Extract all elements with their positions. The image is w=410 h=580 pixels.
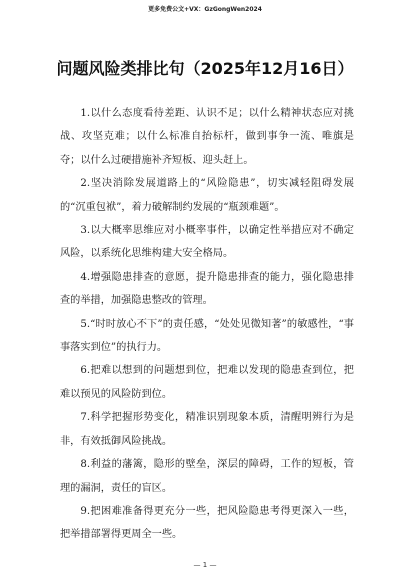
paragraph-6: 6.把难以想到的问题想到位，把难以发现的隐患查到位，把难以预见的风险防到位。 bbox=[60, 365, 354, 400]
document-title: 问题风险类排比句（2025年12月16日） bbox=[56, 59, 354, 78]
document-body bbox=[60, 102, 354, 547]
paragraph-5: 5.“时时放心不下”的责任感，“处处见微知著”的敏感性，“事事落实到位”的执行力。 bbox=[60, 318, 354, 354]
paragraph-3: 3.以大概率思维应对小概率事件，以确定性举措应对不确定风险，以系统化思维构建大安全格局。 bbox=[60, 225, 354, 260]
paragraph-9: 9.把困难准备得更充分一些，把风险隐患考得更深入一些，把举措部署得更周全一些。 bbox=[60, 505, 354, 541]
paragraph-8: 8.利益的藩篱，隐形的壁垒，深层的障碍，工作的短板，管理的漏洞，责任的盲区。 bbox=[60, 459, 354, 494]
header-note: 更多免费公文+VX：GzGongWen2024 bbox=[148, 6, 262, 13]
paragraph-1: 1.以什么态度看待差距、认识不足；以什么精神状态应对挑战、攻坚克难；以什么标准自抬标杆，做到事争一流、唯旗是夺；以什么过硬措施补齐短板、迎头赶上。 bbox=[60, 108, 354, 166]
paragraph-2: 2.坚决消除发展道路上的“风险隐患”，切实减轻阻碍发展的“沉重包袱”，着力破解制约发展的“瓶颈难题”。 bbox=[60, 178, 354, 213]
page-number: — 1 — bbox=[193, 561, 217, 569]
paragraph-7: 7.科学把握形势变化，精准识别现象本质，清醒明辨行为是非，有效抵御风险挑战。 bbox=[60, 412, 354, 447]
paragraph-4: 4.增强隐患排查的意愿，提升隐患排查的能力，强化隐患排查的举措，加强隐患整改的管理。 bbox=[60, 271, 354, 307]
